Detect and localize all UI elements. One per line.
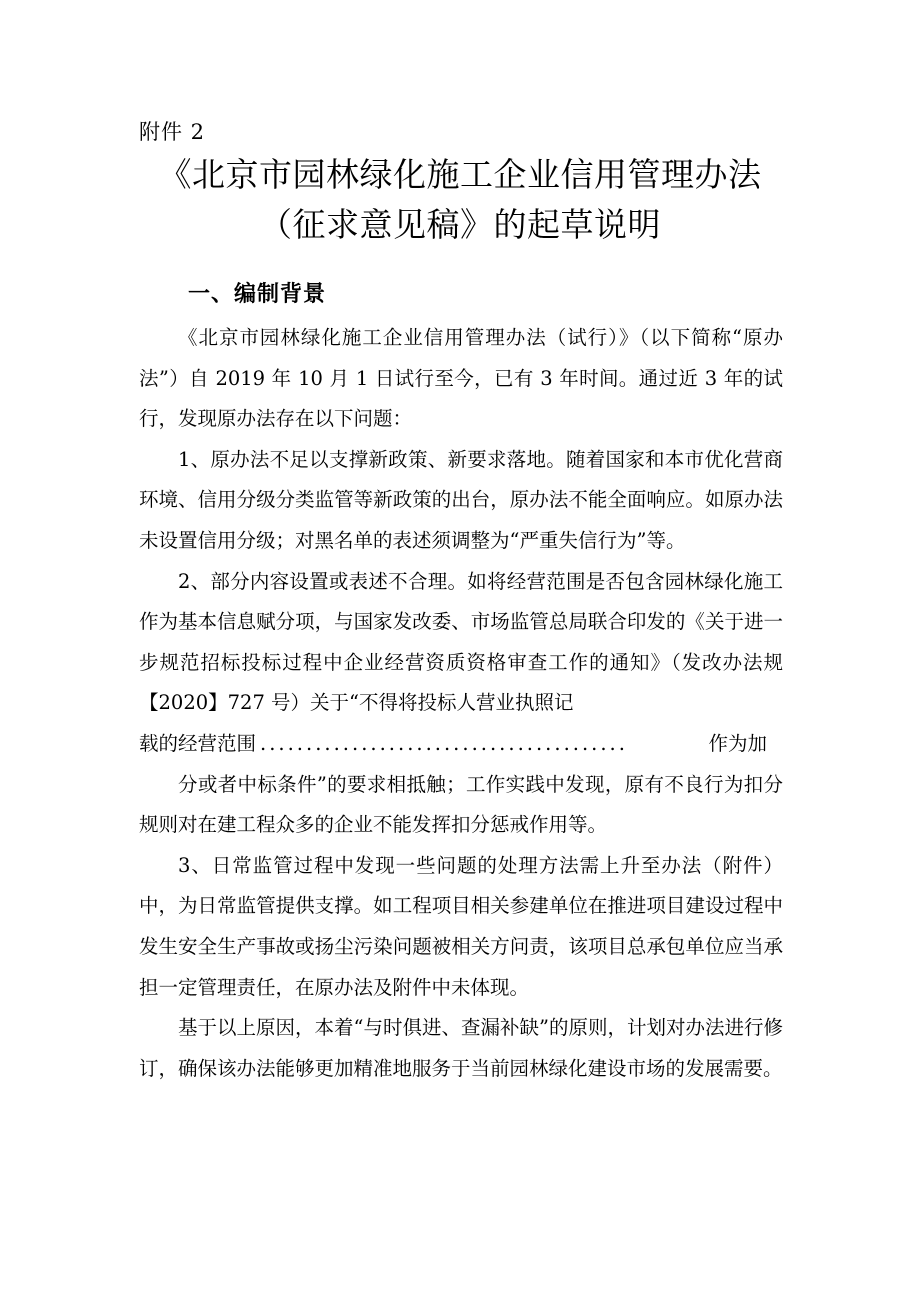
section-heading: 一、编制背景 [188, 282, 327, 307]
item-2-dotted-line [139, 724, 767, 765]
section-body [139, 318, 783, 1089]
item-2-dotted-tail: 作为加 [708, 731, 767, 755]
intro-paragraph: 《北京市园林绿化施工企业信用管理办法（试行）》（以下简称“原办法”）自 2019 年 10 月 1 日试行至今，已有 3 年时间。通过近 3 年的试行，发现原办法存在以下问题： [139, 326, 783, 431]
item-3-paragraph: 3、日常监管过程中发现一些问题的处理方法需上升至办法（附件）中，为日常监管提供支撑。如工程项目相关参建单位在推进项目建设过程中发生安全生产事故或扬尘污染问题被相关方问责，该项目总承包单位应当承担一定管理责任，在原办法及附件中未体现。 [139, 853, 783, 999]
attachment-label: 附件 2 [139, 120, 206, 144]
item-2-paragraph-start: 2、部分内容设置或表述不合理。如将经营范围是否包含园林绿化施工作为基本信息赋分项，与国家发改委、市场监管总局联合印发的《关于进一步规范招标投标过程中企业经营资质资格审查工作的通知》（发改办法规【2020】727 号）关于“不得将投标人营业执照记 [139, 569, 783, 715]
item-1-paragraph: 1、原办法不足以支撑新政策、新要求落地。随着国家和本市优化营商环境、信用分级分类监管等新政策的出台，原办法不能全面响应。如原办法未设置信用分级；对黑名单的表述须调整为“严重失信行为”等。 [139, 447, 783, 552]
title-line-2: （征求意见稿》的起草说明 [259, 205, 661, 244]
conclusion-paragraph: 基于以上原因，本着“与时俱进、查漏补缺”的原则，计划对办法进行修订，确保该办法能够更加精准地服务于当前园林绿化建设市场的发展需要。 [139, 1016, 783, 1080]
item-2-paragraph-end: 分或者中标条件”的要求相抵触；工作实践中发现，原有不良行为扣分规则对在建工程众多的企业不能发挥扣分惩戒作用等。 [139, 772, 783, 837]
item-2-dotted-lead: 载的经营范围 [139, 731, 257, 755]
item-2-dotted-leader: ........................................ [260, 731, 628, 755]
title-line-1: 《北京市园林绿化施工企业信用管理办法 [158, 155, 762, 194]
document-title [100, 150, 820, 250]
